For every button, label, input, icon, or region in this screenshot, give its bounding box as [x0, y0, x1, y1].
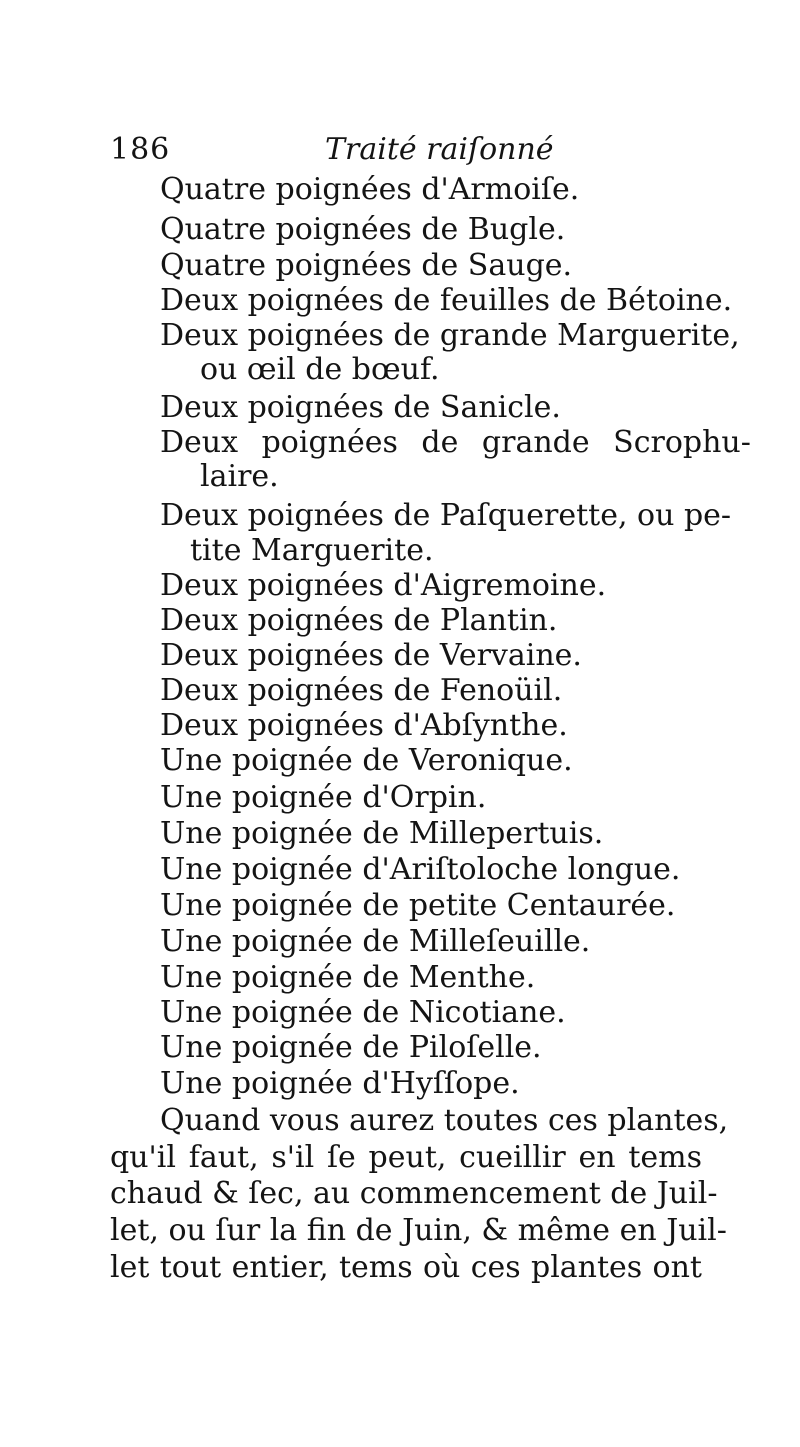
list-item: Deux poignées de grande Marguerite, [160, 318, 740, 353]
paragraph-line: let tout entier, tems où ces plantes ont [110, 1250, 702, 1285]
list-item: Une poignée de Nicotiane. [160, 995, 566, 1030]
list-item: Une poignée de Millepertuis. [160, 816, 604, 851]
list-item: Deux poignées de feuilles de Bétoine. [160, 283, 733, 318]
list-item-continuation: tite Marguerite. [190, 533, 434, 568]
list-item: Deux poignées d'Abſynthe. [160, 708, 568, 743]
list-item: Deux poignées de Fenoüil. [160, 673, 563, 708]
list-item: Deux poignées de grande Scrophu- [160, 425, 751, 460]
paragraph-line: qu'il faut, s'il ſe peut, cueillir en tems [110, 1140, 702, 1175]
page-header [110, 132, 554, 172]
list-item: Deux poignées de Paſquerette, ou pe- [160, 498, 732, 533]
list-item: Une poignée d'Hyſſope. [160, 1066, 520, 1101]
list-item-continuation: ou œil de bœuf. [200, 352, 440, 387]
paragraph-line: Quand vous aurez toutes ces plantes, [160, 1103, 729, 1138]
list-item: Une poignée de petite Centaurée. [160, 888, 676, 923]
list-item: Quatre poignées d'Armoiſe. [160, 172, 580, 207]
list-item: Deux poignées d'Aigremoine. [160, 568, 607, 603]
list-item: Une poignée de Milleſeuille. [160, 924, 591, 959]
list-item: Une poignée de Menthe. [160, 960, 536, 995]
list-item: Quatre poignées de Bugle. [160, 212, 566, 247]
running-head: Traité raiſonné [325, 132, 554, 167]
paragraph-line: let, ou ſur la fin de Juin, & même en Juil- [110, 1213, 727, 1248]
page-number: 186 [110, 132, 171, 167]
list-item: Deux poignées de Sanicle. [160, 390, 561, 425]
list-item: Une poignée d'Ariſtoloche longue. [160, 852, 681, 887]
list-item: Deux poignées de Vervaine. [160, 638, 582, 673]
list-item: Une poignée d'Orpin. [160, 780, 487, 815]
list-item: Deux poignées de Plantin. [160, 603, 558, 638]
list-item-continuation: laire. [200, 459, 279, 494]
list-item: Une poignée de Veronique. [160, 743, 573, 778]
paragraph-line: chaud & ſec, au commencement de Juil- [110, 1176, 718, 1211]
list-item: Quatre poignées de Sauge. [160, 248, 573, 283]
list-item: Une poignée de Piloſelle. [160, 1030, 542, 1065]
